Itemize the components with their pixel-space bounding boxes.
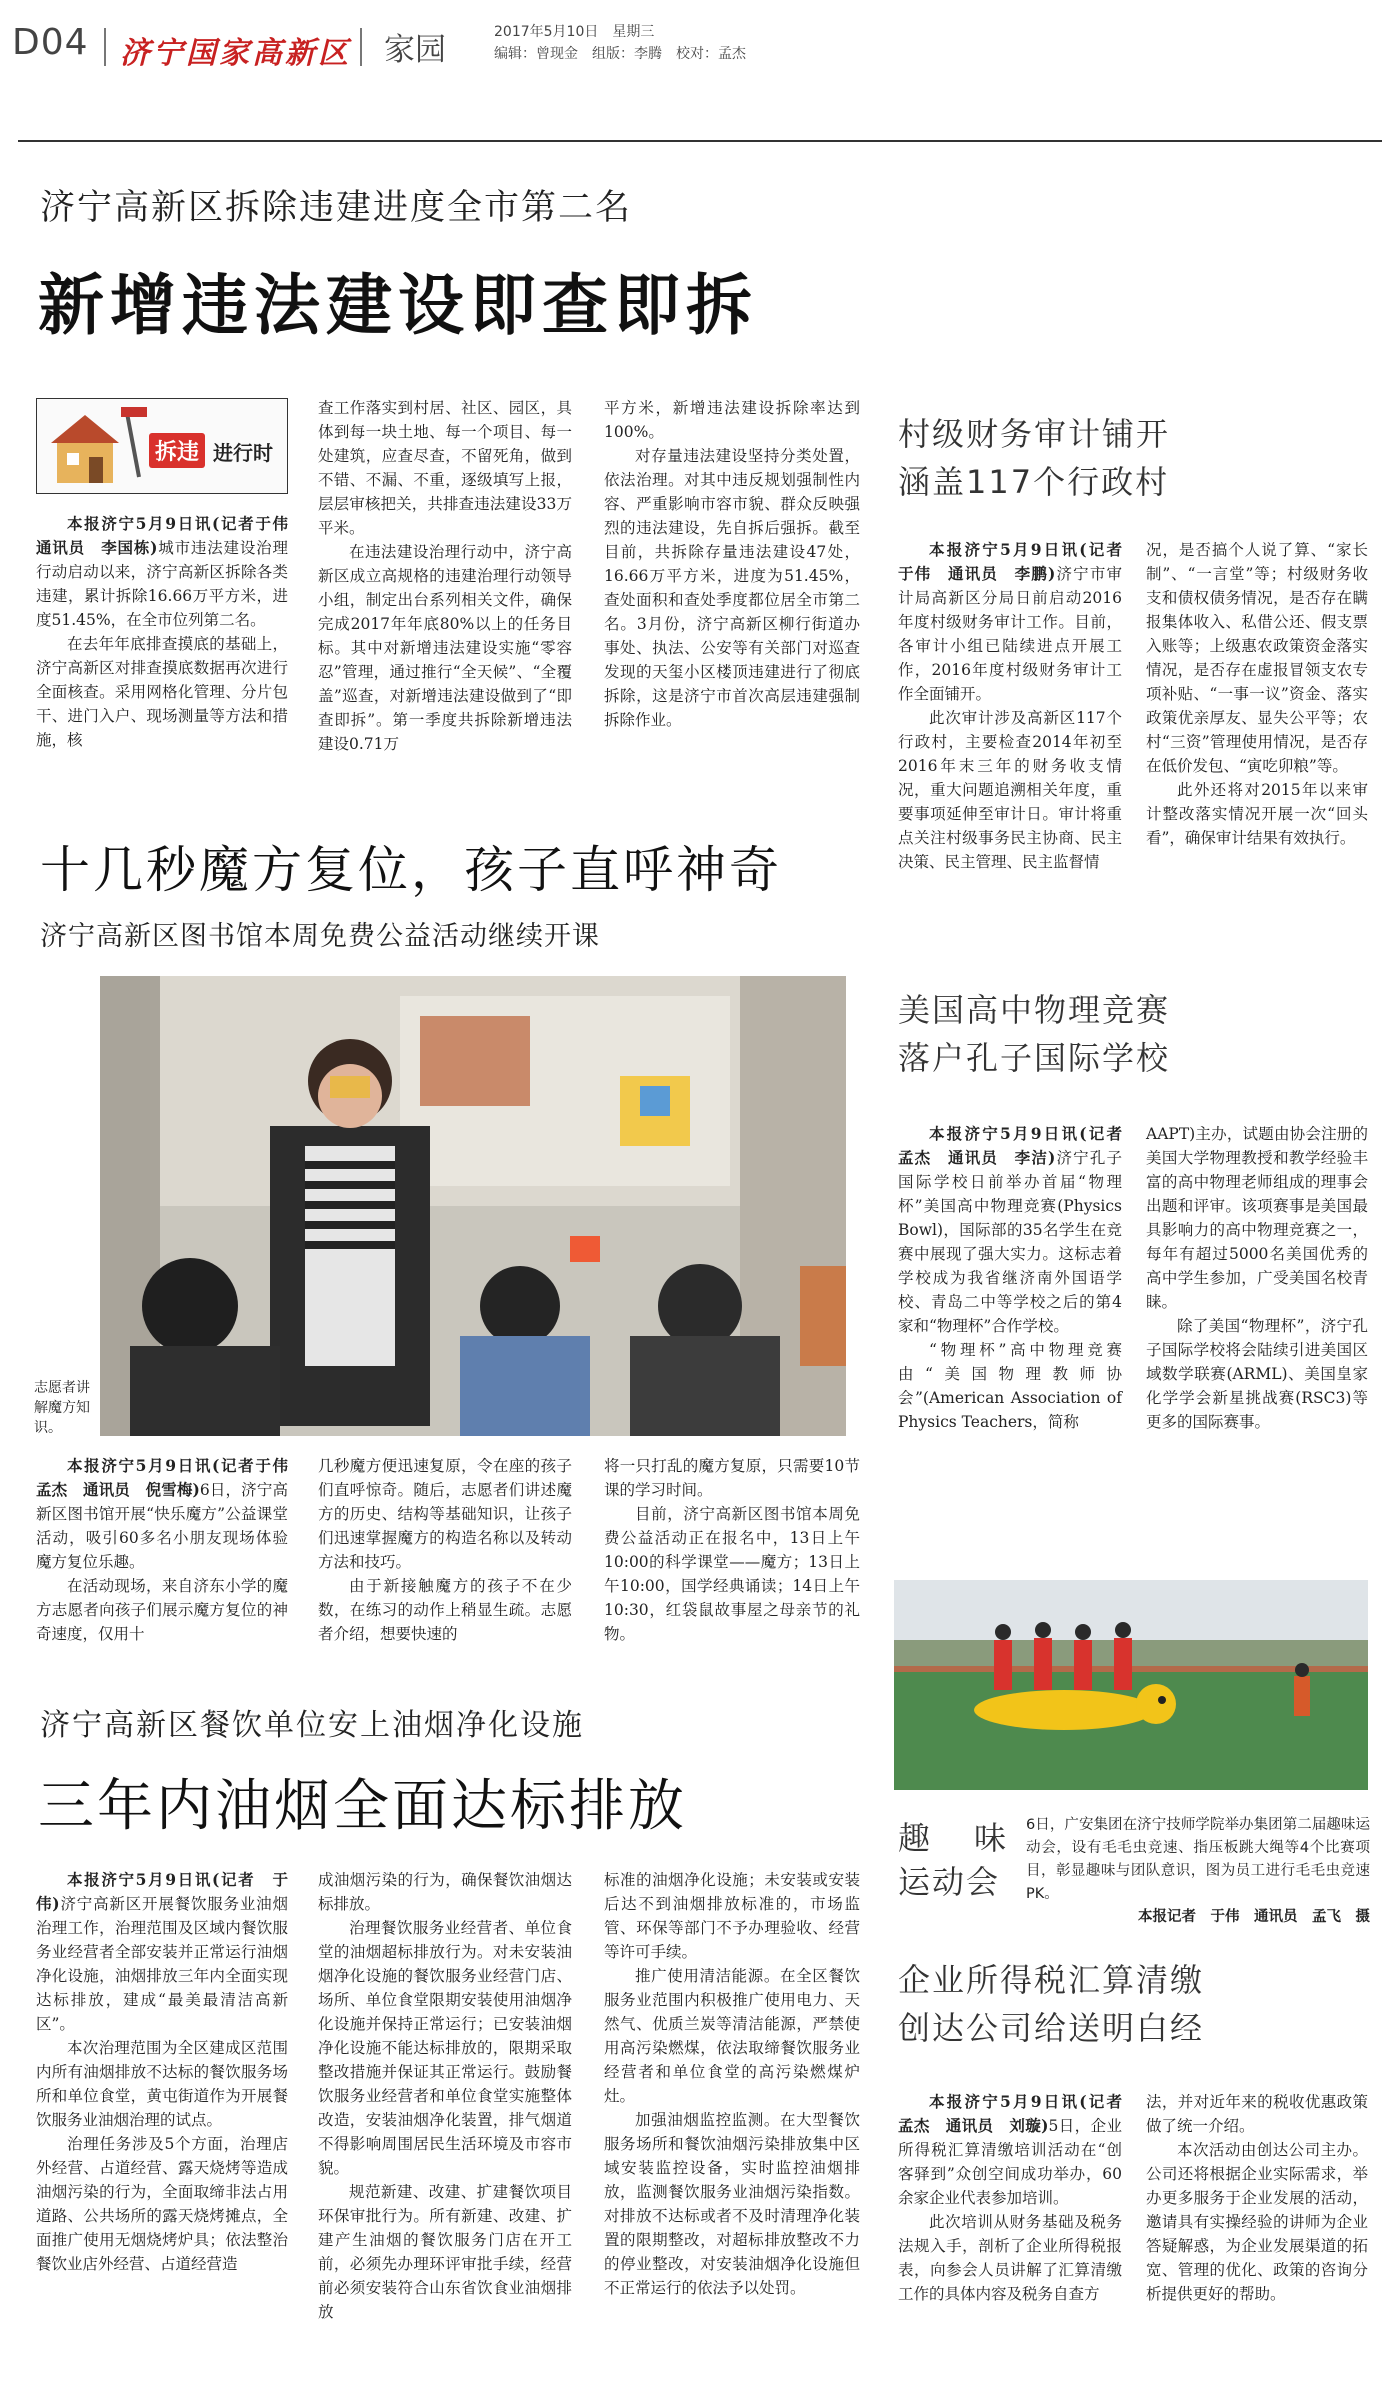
photo-feature-label xyxy=(898,1818,1008,1858)
article1-text: 查工作落实到村居、社区、园区，具体到每一块土地、每一个项目、每一处建筑，应查尽查，不留死角，做到不错、不漏、不重，逐级填写上报，层层审核把关，共排查违法建设33万平米。 xyxy=(318,399,572,537)
article5-column-1 xyxy=(36,1868,288,2276)
article6-headline: 企业所得税汇算清缴 创达公司给送明白经 xyxy=(898,1961,1205,2047)
column-logo xyxy=(36,398,288,494)
masthead-divider xyxy=(360,28,362,66)
article3-headline: 十几秒魔方复位，孩子直呼神奇 xyxy=(40,841,782,899)
article2-text: 此次审计涉及高新区117个行政村，主要检查2014年初至2016年末三年的财务收支情况，重大问题追溯相关年度，重要事项延伸至审计日。审计将重点关注村级事务民主协商、民主决策、民主管理、民主监督情 xyxy=(898,709,1122,871)
article1-kicker: 济宁高新区拆除违建进度全市第二名 xyxy=(40,188,633,228)
article6-dateline: 本报济宁5月9日讯(记者 孟杰 通讯员 刘璇) xyxy=(898,2092,1138,2135)
masthead-divider xyxy=(104,28,106,66)
article3-text: 目前，济宁高新区图书馆本周免费公益活动正在报名中，13日上午10:00的科学课堂——魔方；13日上午10:00，国学经典诵读；14日上午10:30，红袋鼠故事屋之母亲节的礼物。 xyxy=(604,1505,860,1643)
article2-column-2 xyxy=(1146,538,1368,850)
article5-dateline: 本报济宁5月9日讯(记者 于伟) xyxy=(36,1870,288,1913)
article4-headline: 美国高中物理竞赛 落户孔子国际学校 xyxy=(898,991,1171,1077)
date-line: 2017年5月10日 星期三 xyxy=(494,24,655,40)
article3-text: 6日，济宁高新区图书馆开展“快乐魔方”公益课堂活动，吸引60多名小朋友现场体验魔方复位乐趣。 xyxy=(36,1481,288,1571)
article5-text: 治理餐饮服务业经营者、单位食堂的油烟超标排放行为。对未安装油烟净化设施的餐饮服务业经营门店、场所、单位食堂限期安装使用油烟净化设施并保持正常运行；已安装油烟净化设施不能达标排放的，限期采取整改措施并保证其正常运行。鼓励餐饮服务业经营者和单位食堂实施整体改造，安装油烟净化装置，排气烟道不得影响周围居民生活环境及市容市貌。 xyxy=(318,1919,572,2177)
article2-text: 此外还将对2015年以来审计整改落实情况开展一次“回头看”，确保审计结果有效执行。 xyxy=(1146,781,1368,847)
photo-caption: 志愿者讲解魔方知识。 xyxy=(34,1380,90,1436)
article2-text: 济宁市审计局高新区分局日前启动2016年度村级财务审计工作。目前，各审计小组已陆续进点开展工作，2016年度村级财务审计工作全面铺开。 xyxy=(898,565,1122,703)
article1-column-2 xyxy=(318,396,572,756)
article5-text: 加强油烟监控监测。在大型餐饮服务场所和餐饮油烟污染排放集中区域安装监控设备，实时监控油烟排放，监测餐饮服务业油烟污染指数。对排放不达标或者不及时清理净化装置的限期整改，对超标排放整改不力的停业整改，对安装油烟净化设施但不正常运行的依法予以处罚。 xyxy=(604,2111,860,2297)
masthead-rule xyxy=(18,140,1382,142)
article5-column-2 xyxy=(318,1868,572,2324)
article1-column-1 xyxy=(36,512,304,752)
column-logo-badge: 拆违 xyxy=(149,433,205,468)
article3-text: 几秒魔方便迅速复原，令在座的孩子们直呼惊奇。随后，志愿者们讲述魔方的历史、结构等基础知识，让孩子们迅速掌握魔方的构造名称以及转动方法和技巧。 xyxy=(318,1457,572,1571)
article5-text: 规范新建、改建、扩建餐饮项目环保审批行为。所有新建、改建、扩建产生油烟的餐饮服务门店在开工前，必须先办理环评审批手续，经营前必须安装符合山东省饮食业油烟排放 xyxy=(318,2183,572,2321)
section-name: 家园 xyxy=(384,32,446,68)
photo-feature-description: 6日，广安集团在济宁技师学院举办集团第二届趣味运动会，设有毛毛虫竞速、指压板跳大绳等4个比赛项目，彰显趣味与团队意识，图为员工进行毛毛虫竞速PK。 xyxy=(1026,1817,1370,1902)
article5-text: 济宁高新区开展餐饮服务业油烟治理工作，治理范围及区域内餐饮服务业经营者全部安装并正常运行油烟净化设施，油烟排放三年内全面实现达标排放，建成“最美最清洁高新区”。 xyxy=(36,1895,288,2033)
photo-feature-label-char: 味 xyxy=(973,1819,1008,1857)
article3-subhead: 济宁高新区图书馆本周免费公益活动继续开课 xyxy=(40,921,600,952)
article3-column-3 xyxy=(604,1454,860,1646)
article2-column-1 xyxy=(898,538,1138,874)
classroom-photo xyxy=(100,976,846,1436)
article1-headline: 新增违法建设即查即拆 xyxy=(38,267,758,344)
article1-text: 城市违法建设治理行动启动以来，济宁高新区拆除各类违建，累计拆除16.66万平方米，进度51.45%，在全市位列第二名。 xyxy=(36,539,288,629)
editors-line: 编辑：曾现金 组版：李腾 校对：孟杰 xyxy=(494,46,746,62)
article3-dateline: 本报济宁5月9日讯(记者于伟 孟杰 通讯员 倪雪梅) xyxy=(36,1456,304,1499)
article1-dateline: 本报济宁5月9日讯(记者于伟 通讯员 李国栋) xyxy=(36,514,304,557)
article5-text: 推广使用清洁能源。在全区餐饮服务业范围内积极推广使用电力、天然气、优质兰炭等清洁能源，严禁使用高污染燃煤，依法取缔餐饮服务业经营者和单位食堂的高污染燃煤炉灶。 xyxy=(604,1967,860,2105)
article5-column-3 xyxy=(604,1868,860,2300)
article1-text: 对存量违法建设坚持分类处置，依法治理。对其中违反规划强制性内容、严重影响市容市貌、群众反映强烈的违法建设，先自拆后强拆。截至目前，共拆除存量违法建设47处，16.66万平方米，进度为51.45%，查处面积和查处季度都位居全市第二名。3月份，济宁高新区柳行街道办事处、执法、公安等有关部门对巡查发现的天玺小区楼顶违建进行了彻底拆除，这是济宁市首次高层违建强制拆除作业。 xyxy=(604,447,860,729)
article1-text: 平方米，新增违法建设拆除率达到100%。 xyxy=(604,399,860,441)
article5-headline: 三年内油烟全面达标排放 xyxy=(38,1774,687,1839)
photo-feature-label-line2: 运动会 xyxy=(898,1863,1001,1901)
article3-photo xyxy=(100,976,846,1436)
sports-photo xyxy=(894,1580,1368,1790)
article4-dateline: 本报济宁5月9日讯(记者 孟杰 通讯员 李洁) xyxy=(898,1124,1138,1167)
column-logo-label: 进行时 xyxy=(213,441,273,465)
article6-text: 5日，企业所得税汇算清缴培训活动在“创客驿到”众创空间成功举办，60余家企业代表参加培训。 xyxy=(898,2117,1122,2207)
article5-kicker: 济宁高新区餐饮单位安上油烟净化设施 xyxy=(40,1708,584,1743)
article3-column-2 xyxy=(318,1454,572,1646)
article2-headline: 村级财务审计铺开 涵盖117个行政村 xyxy=(898,415,1171,501)
article5-text: 成油烟污染的行为，确保餐饮油烟达标排放。 xyxy=(318,1871,572,1913)
article4-column-1 xyxy=(898,1122,1138,1434)
brand-title: 济宁国家高新区 xyxy=(120,36,351,71)
article5-text: 治理任务涉及5个方面，治理店外经营、占道经营、露天烧烤等造成油烟污染的行为，全面取缔非法占用道路、公共场所的露天烧烤摊点，全面推广使用无烟烧烤炉具；依法整治餐饮业店外经营、占道经营造 xyxy=(36,2135,288,2273)
article2-dateline: 本报济宁5月9日讯(记者 于伟 通讯员 李鹏) xyxy=(898,540,1138,583)
photo-feature-text xyxy=(1026,1814,1370,1929)
article6-text: 此次培训从财务基础及税务法规入手，剖析了企业所得税报表，向参会人员讲解了汇算清缴工作的具体内容及税务自查方 xyxy=(898,2213,1122,2303)
article1-text: 在去年年底排查摸底的基础上，济宁高新区对排查摸底数据再次进行全面核查。采用网格化管理、分片包干、进门入户、现场测量等方法和措施，核 xyxy=(36,635,288,749)
article4-text: AAPT)主办，试题由协会注册的美国大学物理教授和教学经验丰富的高中物理老师组成的理事会出题和评审。该项赛事是美国最具影响力的高中物理竞赛之一，每年有超过5000名美国优秀的高中学生参加，广受美国名校青睐。 xyxy=(1146,1125,1368,1311)
article4-column-2 xyxy=(1146,1122,1368,1434)
article3-text: 在活动现场，来自济东小学的魔方志愿者向孩子们展示魔方复位的神奇速度，仅用十 xyxy=(36,1577,288,1643)
article6-column-2 xyxy=(1146,2090,1368,2306)
article6-text: 本次活动由创达公司主办。公司还将根据企业实际需求，举办更多服务于企业发展的活动，邀请具有实操经验的讲师为企业答疑解惑，为企业发展渠道的拓宽、管理的优化、政策的咨询分析提供更好的帮助。 xyxy=(1146,2141,1368,2303)
article4-text: 济宁孔子国际学校日前举办首届“物理杯”美国高中物理竞赛(Physics Bowl)，国际部的35名学生在竞赛中展现了强大实力。这标志着学校成为我省继济南外国语学校、青岛二中等学校之后的第4家和“物理杯”合作学校。 xyxy=(898,1149,1122,1335)
demolition-house-icon xyxy=(41,401,151,493)
article1-text: 在违法建设治理行动中，济宁高新区成立高规格的违建治理行动领导小组，制定出台系列相关文件，确保完成2017年年底80%以上的任务目标。其中对新增违法建设实施“零容忍”管理，通过推行“全天候”、“全覆盖”巡查，对新增违法建设做到了“即查即拆”。第一季度共拆除新增违法建设0.71万 xyxy=(318,543,572,753)
page-number: D04 xyxy=(12,22,89,63)
photo-feature-label-char: 趣 xyxy=(898,1819,933,1857)
article5-text: 标准的油烟净化设施；未安装或安装后达不到油烟排放标准的，市场监管、环保等部门不予办理验收、经营等许可手续。 xyxy=(604,1871,860,1961)
article5-text: 本次治理范围为全区建成区范围内所有油烟排放不达标的餐饮服务场所和单位食堂，黄屯街道作为开展餐饮服务业油烟治理的试点。 xyxy=(36,2039,288,2129)
article4-text: 除了美国“物理杯”，济宁孔子国际学校将会陆续引进美国区域数学联赛(ARML)、美国皇家化学学会新星挑战赛(RSC3)等更多的国际赛事。 xyxy=(1146,1317,1368,1431)
article6-column-1 xyxy=(898,2090,1138,2306)
article1-column-3 xyxy=(604,396,860,732)
article3-text: 将一只打乱的魔方复原，只需要10节课的学习时间。 xyxy=(604,1457,860,1499)
article6-text: 法，并对近年来的税收优惠政策做了统一介绍。 xyxy=(1146,2093,1368,2135)
article4-text: “物理杯”高中物理竞赛由“美国物理教师协会”(American Association of Physics Teachers，简称 xyxy=(898,1341,1122,1431)
article2-text: 况，是否搞个人说了算、“家长制”、“一言堂”等；村级财务收支和债权债务情况，是否存在瞒报集体收入、私借公还、假支票入账等；上级惠农政策资金落实情况，是否存在虚报冒领支农专项补贴、“一事一议”资金、落实政策优亲厚友、显失公平等；农村“三资”管理使用情况，是否存在低价发包、“寅吃卯粮”等。 xyxy=(1146,541,1368,775)
article3-column-1 xyxy=(36,1454,304,1646)
article3-text: 由于新接触魔方的孩子不在少数，在练习的动作上稍显生疏。志愿者介绍，想要快速的 xyxy=(318,1577,572,1643)
caterpillar-race-photo xyxy=(894,1580,1368,1790)
photo-feature-credit: 本报记者 于伟 通讯员 孟飞 摄 xyxy=(1138,1909,1370,1925)
